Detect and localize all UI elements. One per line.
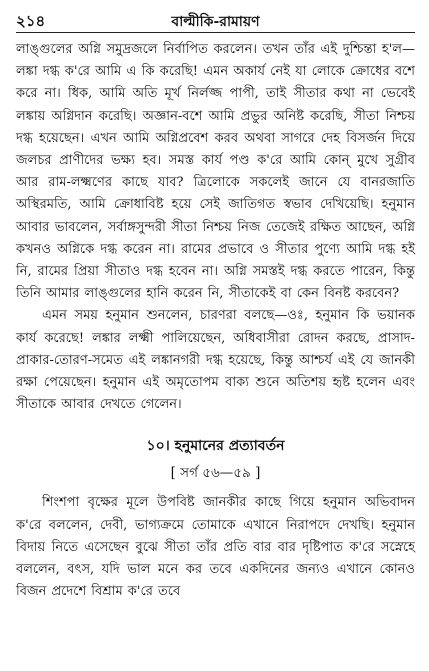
section-paragraph-1: শিংশপা বৃক্ষের মূলে উপবিষ্ট জানকীর কাছে গিয়ে হনুমান অভিবাদন ক'রে বললেন, দেবী, ভাগ্যক্রমে তোমাকে এখানে নিরাপদে দেখছি। হনুমান বিদায় নিতে এসেছেন বুঝে সীতা তাঁর প্রতি বার বার দৃষ্টিপাত ক'রে সস্নেহে বললেন, বৎস, যদি ভাল মনে কর তবে একদিনের জন্যও এখানে কোনও বিজন প্রদেশে বিশ্রাম ক'রে তবে (16, 495, 415, 600)
page-header (16, 6, 415, 33)
paragraph-1: লাঙ্গুলের অগ্নি সমুদ্রজলে নির্বাপিত করলেন। তখন তাঁর এই দুশ্চিন্তা হ'ল— লঙ্কা দগ্ধ ক'রে আমি এ কি করেছি! এমন অকার্য নেই যা লোকে ক্রোধের বশে করে না। ধিক, আমি অতি মূর্খ নির্লজ্জ পাপী, তাই সীতার কথা না ভেবেই লঙ্কায় অগ্নিদান করেছি। অজ্ঞান-বশে আমি প্রভুর অনিষ্ট করেছি, সীতা নিশ্চয় দগ্ধ হয়েছেন। এখন আমি অগ্নিপ্রবেশ করব অথবা সাগরে দেহ বিসর্জন দিয়ে জলচর প্রাণীদের ভক্ষ্য হব। সমস্ত কার্য পণ্ড ক'রে আমি কোন্ মুখে সুগ্রীব আর রাম-লক্ষ্মণের কাছে যাব? ত্রিলোকে সকলেই জানে যে বানরজাতি অস্থিরমতি, আমি ক্রোধাবিষ্ট হয়ে সেই জাতিগত স্বভাব দেখিয়েছি। হনুমান আবার ভাবলেন, সর্বাঙ্গসুন্দরী সীতা নিশ্চয় নিজ তেজেই রক্ষিত আছেন, অগ্নি কখনও অগ্নিকে দগ্ধ করেন না। রামের প্রভাবে ও সীতার পুণ্যে আমি দগ্ধ হই নি, রামের প্রিয়া সীতাও দগ্ধ হবেন না। অগ্নি সমস্তই দগ্ধ করতে পারেন, কিন্তু তিনি আমার লাঙ্গুলের হানি করেন নি, সীতাকেই বা কেন বিনষ্ট করবেন? (16, 42, 415, 302)
paragraph-2: এমন সময় হনুমান শুনলেন, চারণরা বলছে—ওঃ, হনুমান কি ভয়ানক কার্য করেছে! লঙ্কার লক্ষ্মী পালিয়েছেন, অধিবাসীরা রোদন করছে, প্রাসাদ-প্রাকার-তোরণ-সমেত এই লঙ্কানগরী দগ্ধ হয়েছে, কিন্তু আশ্চর্য এই যে জানকী রক্ষা পেয়েছেন। হনুমান এই অমৃতোপম বাক্য শুনে অতিশয় হৃষ্ট হলেন এবং সীতাকে আবার দেখতে গেলেন। (16, 308, 415, 413)
sarga-reference: [ সর্গ ৫৬—৫৯ ] (170, 465, 261, 482)
section-heading: ১০। হনুমানের প্রত্যাবর্তন (146, 438, 285, 455)
page-number: ২১৪ (16, 12, 46, 30)
running-title: বাল্মীকি-রামায়ণ (171, 14, 260, 30)
